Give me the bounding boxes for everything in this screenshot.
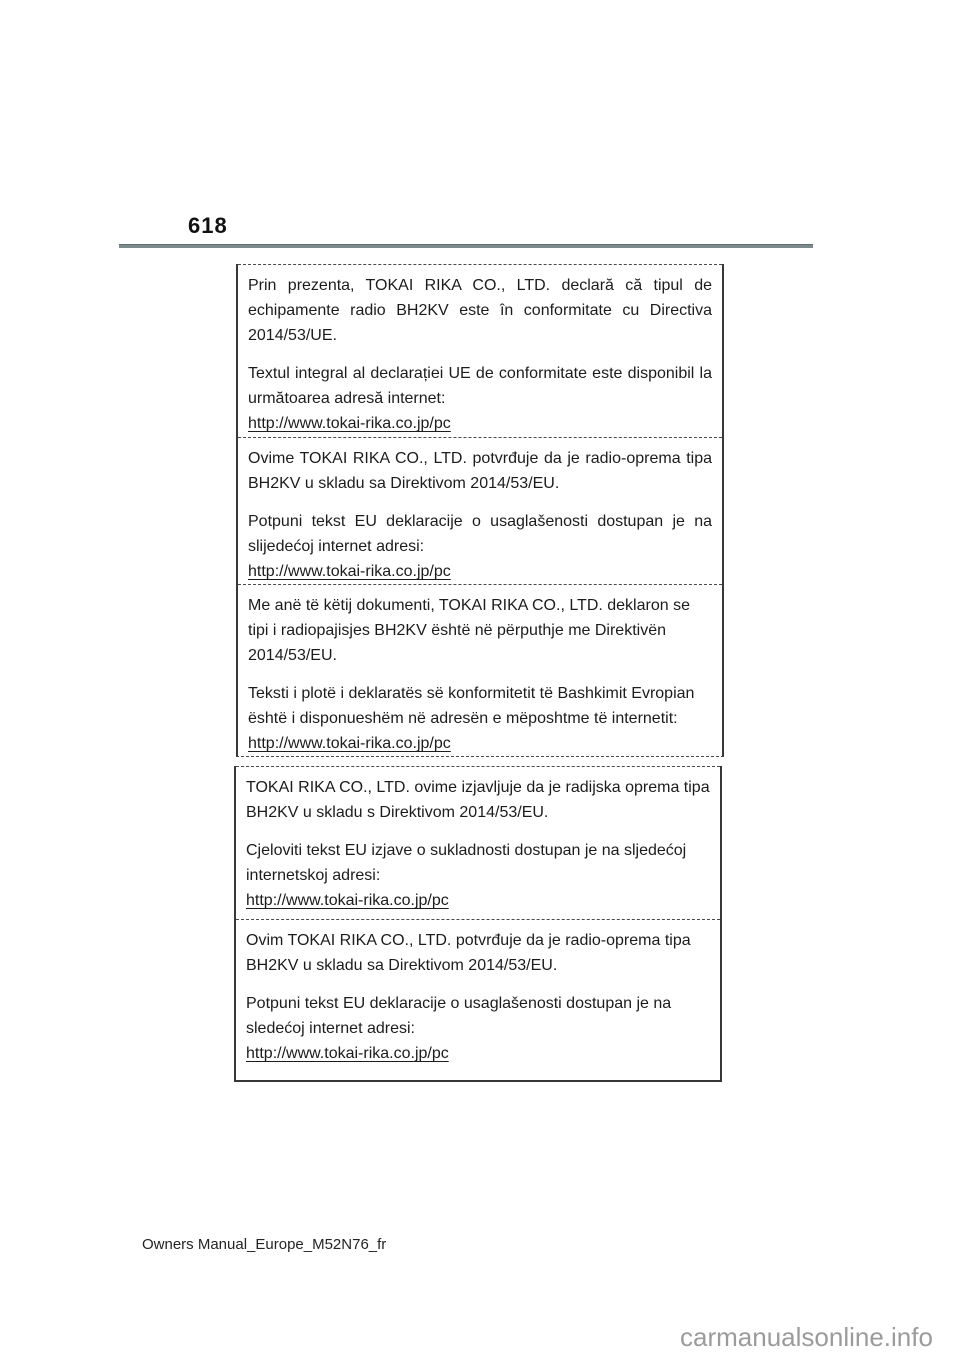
declaration-section-albanian bbox=[238, 584, 722, 756]
declaration-paragraph: Me anë të këtij dokumenti, TOKAI RIKA CO., LTD. deklaron se tipi i radiopajisjes BH2KV është në përputhje me Direktivën 2014/53/EU. bbox=[248, 597, 690, 664]
declaration-url-link: http://www.tokai-rika.co.jp/pc bbox=[248, 735, 451, 752]
declaration-paragraph: Ovime TOKAI RIKA CO., LTD. potvrđuje da je radio-oprema tipa BH2KV u skladu sa Direktivom 2014/53/EU. bbox=[248, 450, 712, 492]
declaration-section-bosnian bbox=[238, 437, 722, 584]
declaration-paragraph: Ovim TOKAI RIKA CO., LTD. potvrđuje da je radio-oprema tipa BH2KV u skladu sa Direktivom 2014/53/EU. bbox=[246, 932, 691, 974]
declaration-box-group-2 bbox=[234, 766, 722, 1082]
declaration-section-serbian bbox=[236, 919, 720, 1080]
declaration-paragraph: Teksti i plotë i deklaratës së konformitetit të Bashkimit Evropian është i disponueshëm në adresën e mëposhtme të internetit: bbox=[248, 685, 695, 727]
header-rule bbox=[119, 244, 813, 248]
footer-filename: Owners Manual_Europe_M52N76_fr bbox=[142, 1236, 387, 1253]
declaration-url-link: http://www.tokai-rika.co.jp/pc bbox=[248, 415, 451, 432]
declaration-url-link: http://www.tokai-rika.co.jp/pc bbox=[248, 563, 451, 580]
declaration-paragraph: Potpuni tekst EU deklaracije o usaglašenosti dostupan je na sledećoj internet adresi: bbox=[246, 995, 672, 1037]
declaration-url-link: http://www.tokai-rika.co.jp/pc bbox=[246, 1045, 449, 1062]
declaration-paragraph: Prin prezenta, TOKAI RIKA CO., LTD. declară că tipul de echipamente radio BH2KV este în conformitate cu Directiva 2014/53/UE. bbox=[248, 277, 712, 344]
watermark-text: carmanualsonline.info bbox=[680, 1322, 933, 1352]
declaration-url-link: http://www.tokai-rika.co.jp/pc bbox=[246, 892, 449, 909]
declaration-section-romanian bbox=[238, 264, 722, 437]
declaration-paragraph: Potpuni tekst EU deklaracije o usaglašenosti dostupan je na slijedećoj internet adresi: bbox=[248, 513, 712, 555]
declaration-paragraph: Textul integral al declarației UE de conformitate este disponibil la următoarea adresă internet: bbox=[248, 365, 712, 407]
declaration-paragraph: Cjeloviti tekst EU izjave o sukladnosti dostupan je na sljedećoj internetskoj adresi: bbox=[246, 842, 687, 884]
declaration-paragraph: TOKAI RIKA CO., LTD. ovime izjavljuje da je radijska oprema tipa BH2KV u skladu s Direktivom 2014/53/EU. bbox=[246, 779, 710, 821]
declaration-section-croatian bbox=[236, 766, 720, 919]
declaration-box-group-1 bbox=[236, 264, 724, 757]
page-number: 618 bbox=[188, 213, 228, 238]
